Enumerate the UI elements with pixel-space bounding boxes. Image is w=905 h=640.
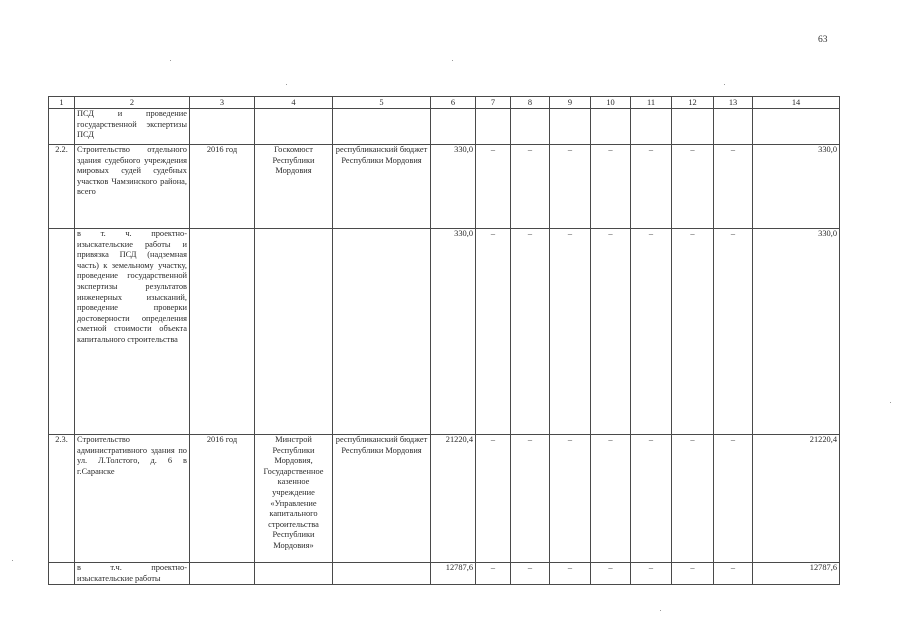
row-source bbox=[333, 229, 431, 435]
row-value: – bbox=[714, 563, 753, 585]
row-value: – bbox=[631, 435, 672, 563]
row-name: ПСД и проведение государственной экспертизы ПСД bbox=[75, 109, 190, 145]
row-executor: Минстрой Республики Мордовия, Государственное казенное учреждение «Управление капитального строительства Республики Мордовия» bbox=[255, 435, 333, 563]
row-value: – bbox=[511, 145, 550, 229]
row-year: 2016 год bbox=[190, 435, 255, 563]
table-row bbox=[49, 229, 840, 435]
row-value: – bbox=[476, 229, 511, 435]
header-cell: 7 bbox=[476, 97, 511, 109]
row-executor: Госкомюст Республики Мордовия bbox=[255, 145, 333, 229]
row-value: – bbox=[476, 563, 511, 585]
row-name: в т. ч. проектно-изыскательские работы и привязка ПСД (надземная часть) к земельному участку, проведение государственной экспертизы результатов инженерных изысканий, проведение проверки достоверности определения сметной стоимости объекта капитального строительства bbox=[75, 229, 190, 435]
row-year bbox=[190, 229, 255, 435]
row-value: – bbox=[476, 435, 511, 563]
header-cell: 5 bbox=[333, 97, 431, 109]
row-number: 2.2. bbox=[49, 145, 75, 229]
row-name: Строительство административного здания по ул. Л.Толстого, д. 6 в г.Саранске bbox=[75, 435, 190, 563]
header-cell: 3 bbox=[190, 97, 255, 109]
row-value bbox=[591, 109, 631, 145]
row-col14: 330,0 bbox=[753, 145, 840, 229]
row-value: – bbox=[714, 229, 753, 435]
row-value bbox=[476, 109, 511, 145]
row-number bbox=[49, 563, 75, 585]
scan-speck bbox=[890, 402, 891, 403]
header-cell: 11 bbox=[631, 97, 672, 109]
row-value: – bbox=[672, 145, 714, 229]
table-row bbox=[49, 109, 840, 145]
header-cell: 12 bbox=[672, 97, 714, 109]
row-value: – bbox=[511, 563, 550, 585]
row-col14: 12787,6 bbox=[753, 563, 840, 585]
row-value: – bbox=[591, 145, 631, 229]
row-source bbox=[333, 563, 431, 585]
row-value: – bbox=[511, 435, 550, 563]
header-cell: 9 bbox=[550, 97, 591, 109]
row-value bbox=[511, 109, 550, 145]
header-cell: 6 bbox=[431, 97, 476, 109]
row-total: 12787,6 bbox=[431, 563, 476, 585]
row-year: 2016 год bbox=[190, 145, 255, 229]
row-name: в т.ч. проектно-изыскательские работы bbox=[75, 563, 190, 585]
row-value: – bbox=[672, 229, 714, 435]
row-value: – bbox=[714, 435, 753, 563]
row-value: – bbox=[550, 145, 591, 229]
row-total: 330,0 bbox=[431, 145, 476, 229]
scan-speck bbox=[12, 560, 13, 561]
row-number: 2.3. bbox=[49, 435, 75, 563]
row-executor bbox=[255, 563, 333, 585]
header-cell: 13 bbox=[714, 97, 753, 109]
row-value bbox=[631, 109, 672, 145]
row-value bbox=[550, 109, 591, 145]
row-total: 21220,4 bbox=[431, 435, 476, 563]
row-col14: 330,0 bbox=[753, 229, 840, 435]
row-value: – bbox=[631, 563, 672, 585]
row-value: – bbox=[631, 145, 672, 229]
row-source bbox=[333, 109, 431, 145]
scan-speck bbox=[724, 84, 725, 85]
row-total bbox=[431, 109, 476, 145]
row-value bbox=[714, 109, 753, 145]
header-cell: 2 bbox=[75, 97, 190, 109]
row-number bbox=[49, 229, 75, 435]
header-cell: 1 bbox=[49, 97, 75, 109]
scan-speck bbox=[660, 610, 661, 611]
row-name: Строительство отдельного здания судебного учреждения мировых судей судебных участков Чамзинского района, всего bbox=[75, 145, 190, 229]
scan-speck bbox=[170, 60, 171, 61]
row-col14 bbox=[753, 109, 840, 145]
row-value: – bbox=[591, 435, 631, 563]
row-value bbox=[672, 109, 714, 145]
table-row bbox=[49, 563, 840, 585]
budget-table bbox=[48, 96, 840, 585]
row-source: республиканский бюджет Республики Мордовия bbox=[333, 435, 431, 563]
row-value: – bbox=[511, 229, 550, 435]
header-cell: 4 bbox=[255, 97, 333, 109]
row-year bbox=[190, 563, 255, 585]
row-value: – bbox=[476, 145, 511, 229]
scan-speck bbox=[286, 84, 287, 85]
row-value: – bbox=[550, 229, 591, 435]
row-executor bbox=[255, 229, 333, 435]
row-value: – bbox=[591, 229, 631, 435]
row-year bbox=[190, 109, 255, 145]
row-col14: 21220,4 bbox=[753, 435, 840, 563]
row-value: – bbox=[672, 563, 714, 585]
header-cell: 10 bbox=[591, 97, 631, 109]
row-total: 330,0 bbox=[431, 229, 476, 435]
row-value: – bbox=[550, 435, 591, 563]
row-number bbox=[49, 109, 75, 145]
table-row bbox=[49, 435, 840, 563]
row-value: – bbox=[550, 563, 591, 585]
header-row bbox=[49, 97, 840, 109]
scan-speck bbox=[452, 60, 453, 61]
header-cell: 14 bbox=[753, 97, 840, 109]
row-executor bbox=[255, 109, 333, 145]
header-cell: 8 bbox=[511, 97, 550, 109]
table-row bbox=[49, 145, 840, 229]
row-source: республиканский бюджет Республики Мордовия bbox=[333, 145, 431, 229]
row-value: – bbox=[631, 229, 672, 435]
row-value: – bbox=[591, 563, 631, 585]
page-number: 63 bbox=[818, 35, 828, 45]
row-value: – bbox=[714, 145, 753, 229]
row-value: – bbox=[672, 435, 714, 563]
